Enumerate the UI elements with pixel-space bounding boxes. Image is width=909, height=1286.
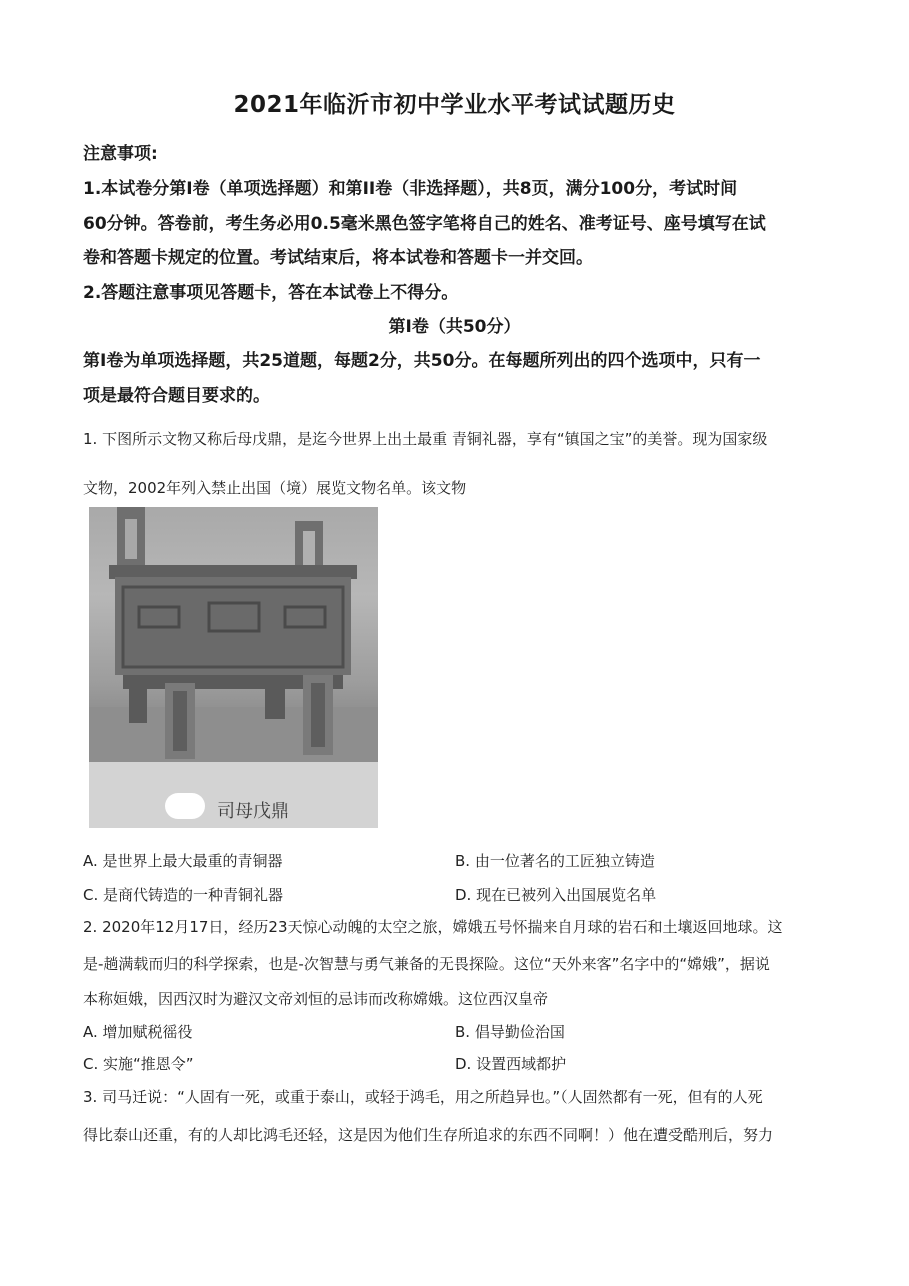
question-2-text: 本称姮娥，因西汉时为避汉文帝刘恒的忌讳而改称嫦娥。这位西汉皇帝 [83, 990, 549, 1008]
question-3-text: 3. 司马迁说：“人固有一死，或重于泰山，或轻于鸿毛，用之所趋异也。”（人固然都有一死，但有的人死 [83, 1088, 763, 1106]
option-b: B. 由一位著名的工匠独立铸造 [455, 852, 655, 870]
notice-line: 60分钟。答卷前，考生务必用0.5毫米黑色签字笔将自己的姓名、准考证号、座号填写在试 [83, 214, 766, 234]
question-1-text: 1. 下图所示文物又称后母戊鼎，是迄今世界上出土最重 青铜礼器，享有“镇国之宝”的美誉。现为国家级 [83, 430, 768, 448]
notice-heading: 注意事项: [83, 144, 158, 164]
question-1-text: 文物，2002年列入禁止出国（境）展览文物名单。该文物 [83, 479, 467, 497]
question-3-text: 得比泰山还重，有的人却比鸿毛还轻，这是因为他们生存所追求的东西不同啊！）他在遭受酷刑后，努力 [83, 1126, 774, 1144]
section-heading: 第Ⅰ卷（共50分） [388, 317, 521, 337]
page-title: 2021年临沂市初中学业水平考试试题历史 [233, 92, 676, 118]
question-2-text: 2. 2020年12月17日，经历23天惊心动魄的太空之旅，嫦娥五号怀揣来自月球的岩石和土壤返回地球。这 [83, 918, 783, 936]
notice-line: 卷和答题卡规定的位置。考试结束后，将本试卷和答题卡一并交回。 [83, 248, 593, 268]
option-a: A. 增加赋税徭役 [83, 1023, 193, 1041]
image-caption: 司母戊鼎 [217, 801, 289, 822]
notice-line: 2.答题注意事项见答题卡，答在本试卷上不得分。 [83, 283, 459, 303]
question-2-text: 是-趟满载而归的科学探索，也是-次智慧与勇气兼备的无畏探险。这位“天外来客”名字中的“嫦娥”，据说 [83, 955, 770, 973]
option-c: C. 是商代铸造的一种青铜礼器 [83, 886, 284, 904]
option-d: D. 现在已被列入出国展览名单 [455, 886, 657, 904]
section-instruction: 项是最符合题目要求的。 [83, 386, 270, 406]
ding-photo [89, 507, 378, 828]
redaction-mark [165, 793, 205, 819]
option-c: C. 实施“推恩令” [83, 1055, 194, 1073]
notice-line: 1.本试卷分第Ⅰ卷（单项选择题）和第II卷（非选择题），共8页，满分100分，考试时间 [83, 179, 738, 199]
ding-vessel-illustration [89, 507, 378, 767]
option-a: A. 是世界上最大最重的青铜器 [83, 852, 283, 870]
option-b: B. 倡导勤俭治国 [455, 1023, 565, 1041]
option-d: D. 设置西域都护 [455, 1055, 567, 1073]
section-instruction: 第Ⅰ卷为单项选择题，共25道题，每题2分，共50分。在每题所列出的四个选项中，只有一 [83, 351, 761, 371]
